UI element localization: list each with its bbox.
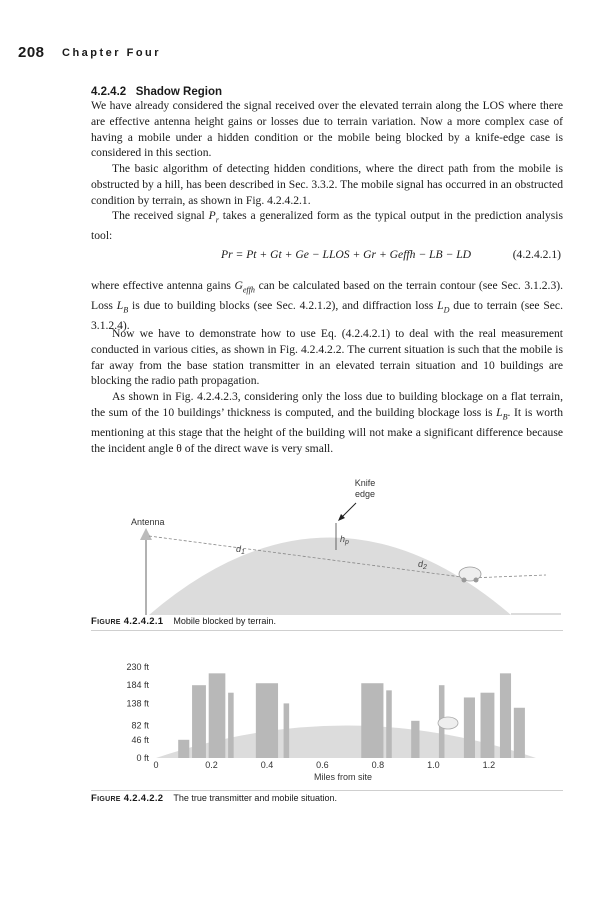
d2-label: $d_2$ <box>418 559 427 571</box>
figure-1-caption <box>91 616 276 627</box>
paragraph-4: where effective antenna gains $G_{effh}$ can be calculated based on the terrain contour (see Sec. 3.1.2.3). Loss $L_B$ is due to building blocks (see Sec. 4.2.1.2), and diffraction loss $L_D$ due to terrain (see Sec. 3.1.2.4). <box>91 279 564 333</box>
paragraph-6-b: . It is worth mentioning at this stage that the height of the building will not make a significant difference because the incident angle θ of the direct wave is very small. <box>91 405 563 455</box>
figure-1-caption-label: Figure 4.2.4.2.1 <box>91 616 164 627</box>
y-tick-label: 138 ft <box>126 698 149 709</box>
knife-edge-arrow <box>341 503 356 518</box>
figure-building-chart <box>91 655 563 785</box>
section-number: 4.2.4.2 <box>91 86 127 98</box>
building-bar <box>500 673 511 758</box>
building-bar <box>386 690 392 758</box>
mobile-car-icon <box>438 717 458 729</box>
x-axis-label: Miles from site <box>313 772 373 782</box>
building-bar <box>178 740 189 758</box>
chapter-header: Chapter Four <box>62 47 162 59</box>
x-tick-label: 0.8 <box>371 760 385 770</box>
section-heading <box>91 86 222 98</box>
mobile-car-icon <box>459 567 481 583</box>
x-tick-label: 1.2 <box>482 760 496 770</box>
y-tick-label: 46 ft <box>131 734 149 745</box>
x-tick-label: 0.2 <box>205 760 218 770</box>
building-bar <box>481 693 495 758</box>
equation-formula: Pr = Pt + Gt + Ge − LLOS + Gr + Geffh − LB − LD <box>221 248 472 261</box>
building-bar <box>514 708 525 758</box>
paragraph-1: We have already considered the signal received over the elevated terrain along the LOS where there are effective antenna height gains or losses due to terrain variation. Now a more complex case of having a mobile under a hidden condition or the mobile being blocked by a knife-edge case is considered in this section. <box>91 99 563 160</box>
building-bar <box>284 703 290 758</box>
x-tick-label: 0.4 <box>260 760 274 770</box>
y-tick-label: 0 ft <box>136 753 149 763</box>
hp-label: $h_p$ <box>340 534 349 546</box>
y-tick-label: 184 ft <box>126 680 149 691</box>
paragraph-5: Now we have to demonstrate how to use Eq. (4.2.4.2.1) to deal with the real measurement conducted in various cities, as shown in Fig. 4.2.4.2.2. The current situation is such that the mobile is far away from the base station transmitter in an elevated terrain situation and 10 buildings are blocking the radio path propagation. <box>91 327 563 388</box>
paragraph-3 <box>91 208 563 244</box>
figure-2-caption-label: Figure 4.2.4.2.2 <box>91 793 164 804</box>
equation-number: (4.2.4.2.1) <box>512 248 561 261</box>
caption-rule-1 <box>91 630 563 631</box>
flat-ground <box>511 613 561 615</box>
page-number: 208 <box>18 44 45 61</box>
paragraph-4-b: can be calculated based on the terrain contour (see Sec. 3.1.2.3). Loss <box>91 279 564 313</box>
figure-terrain-diagram <box>91 470 563 615</box>
building-bar <box>209 673 226 758</box>
antenna-label: Antenna <box>131 517 165 527</box>
paragraph-4-d: due to terrain (see Sec. 3.1.2.4). <box>91 299 563 333</box>
d1-label: $d_1$ <box>236 544 245 556</box>
y-tick-label: 230 ft <box>126 662 149 672</box>
section-title: Shadow Region <box>135 86 223 98</box>
figure-1-caption-text: Mobile blocked by terrain. <box>173 616 276 626</box>
paragraph-3-post: takes a generalized form as the typical output in the prediction analysis tool: <box>91 209 563 243</box>
building-bar <box>256 683 278 758</box>
knife-label-1: Knife <box>354 478 376 488</box>
x-tick-label: 0.6 <box>316 760 329 770</box>
paragraph-2: The basic algorithm of detecting hidden conditions, where the direct path from the mobile is obstructed by a hill, has been described in Sec. 3.3.2. The mobile signal has occurred in an obstructed condition by terrain, as shown in Fig. 4.2.4.2.1. <box>91 162 563 207</box>
building-bar <box>361 683 383 758</box>
y-tick-label: 82 ft <box>131 720 149 731</box>
caption-rule-2 <box>91 790 563 791</box>
building-bar <box>228 693 234 758</box>
building-bar <box>411 721 419 758</box>
paragraph-4-a: where effective antenna gains <box>91 279 235 292</box>
figure-2-caption-text: The true transmitter and mobile situation. <box>173 793 337 803</box>
building-bar <box>192 685 206 758</box>
antenna-icon <box>140 528 152 540</box>
received-signal-sub: r <box>215 215 219 225</box>
received-signal-var: P <box>208 209 216 222</box>
paragraph-6-a: As shown in Fig. 4.2.4.2.3, considering only the loss due to building blockage on a flat terrain, the sum of the 10 buildings’ thickness is computed, and the building blockage loss is <box>91 390 563 419</box>
paragraph-6: As shown in Fig. 4.2.4.2.3, considering only the loss due to building blockage on a flat terrain, the sum of the 10 buildings’ thickness is computed, and the building blockage loss is $L_B$. It is worth mentioning at this stage that the height of the building will not make a significant difference because the incident angle θ of the direct wave is very small. <box>91 390 563 455</box>
paragraph-3-pre: The received signal <box>112 209 209 222</box>
x-tick-label: 1.0 <box>427 760 440 770</box>
building-bar <box>464 697 475 758</box>
figure-2-caption <box>91 793 337 804</box>
knife-label-2: edge <box>354 489 376 499</box>
x-tick-label: 0 <box>153 760 159 770</box>
paragraph-4-c: is due to building blocks (see Sec. 4.2.1.2), and diffraction loss <box>128 299 438 313</box>
